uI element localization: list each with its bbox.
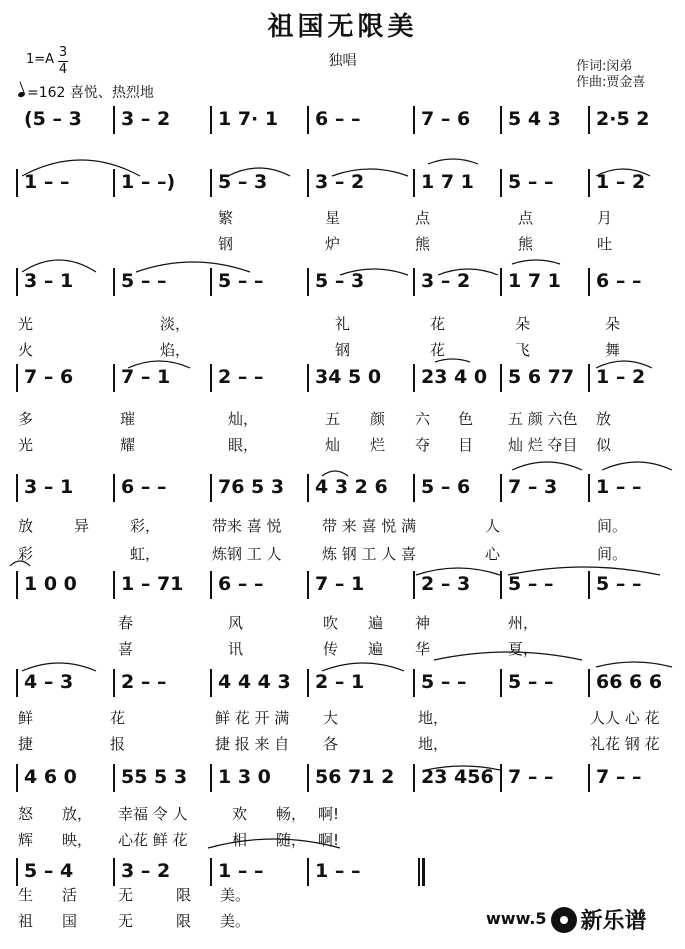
measure-notes: 5 – 3: [218, 171, 268, 193]
lyric-syllable: 色: [458, 410, 474, 428]
lyric-syllable: 啊!: [318, 805, 340, 823]
lyric-syllable: 神: [415, 614, 431, 632]
lyric-syllable: 春: [118, 614, 134, 632]
lyric-syllable: 六: [415, 410, 431, 428]
lyric-syllable: 灿: [325, 436, 341, 454]
measure-notes: 1 – 2: [596, 171, 646, 193]
lyric-syllable: 钢: [335, 341, 351, 359]
lyric-syllable: 点: [415, 209, 431, 227]
measure-notes: 5 – –: [508, 671, 554, 693]
record-disc-icon: [551, 907, 577, 933]
lyric-syllable: 花: [430, 315, 446, 333]
lyric-syllable: 五: [325, 410, 341, 428]
measure-notes: 5 6 77: [508, 366, 575, 388]
measure-notes: 1 – –: [315, 860, 361, 882]
lyric-syllable: 月: [597, 209, 613, 227]
lyric-syllable: 彩，: [130, 517, 161, 535]
lyric-syllable: 花: [430, 341, 446, 359]
slur-curve: [596, 361, 652, 368]
measure-notes: 3 – 1: [24, 270, 74, 292]
lyric-syllable: 彩: [18, 545, 34, 563]
measure-notes: 7 – 1: [315, 573, 365, 595]
measure-notes: 7 – 6: [421, 108, 471, 130]
lyric-syllable: 相: [232, 831, 248, 849]
lyric-syllable: 无: [118, 886, 134, 904]
measure-notes: 2 – –: [121, 671, 167, 693]
measure-notes: 7 – –: [508, 766, 554, 788]
lyric-syllable: 幸福 令 人: [118, 805, 188, 823]
slur-curve: [10, 561, 30, 566]
measure-notes: 1 – 2: [596, 366, 646, 388]
slur-curve: [602, 462, 672, 470]
lyric-syllable: 熊: [518, 235, 534, 253]
lyric-syllable: 国: [62, 912, 78, 930]
key-signature: 1=A: [26, 52, 55, 67]
lyric-syllable: 鲜 花 开 满: [215, 709, 290, 727]
song-subtitle: 独唱: [328, 53, 357, 69]
lyric-syllable: 光: [18, 315, 34, 333]
slur-curve: [332, 169, 408, 176]
lyric-syllable: 炼 钢 工 人 喜: [322, 545, 417, 563]
lyric-syllable: 欢: [232, 805, 248, 823]
lyric-syllable: 州，: [508, 614, 539, 632]
lyric-syllable: 夏，: [508, 640, 539, 658]
measure-notes: 2·5 2: [596, 108, 650, 130]
measure-notes: 56 71 2: [315, 766, 395, 788]
lyric-syllable: 淡，: [160, 315, 191, 333]
measure-notes: 6 – –: [121, 476, 167, 498]
slur-curve: [416, 568, 500, 575]
slur-curve: [128, 361, 190, 368]
slur-curve: [322, 663, 404, 671]
lyric-syllable: 随，: [276, 831, 307, 849]
measure-notes: 1 0 0: [24, 573, 77, 595]
measure-notes: 7 – 3: [508, 476, 558, 498]
lyric-syllable: 放: [596, 410, 612, 428]
lyric-syllable: 遍: [368, 640, 384, 658]
measure-notes: 3 – 2: [121, 108, 171, 130]
measure-notes: 1 7· 1: [218, 108, 279, 130]
lyric-syllable: 繁: [218, 209, 234, 227]
composer-credit: 作曲:贾金喜: [576, 75, 646, 90]
measure-notes: 66 6 6: [596, 671, 663, 693]
measure-notes: 76 5 3: [218, 476, 285, 498]
measure-notes: 34 5 0: [315, 366, 382, 388]
lyric-syllable: 异: [74, 517, 90, 535]
lyric-syllable: 传: [323, 640, 339, 658]
measure-notes: 7 – 1: [121, 366, 171, 388]
measure-notes: (5 – 3: [24, 108, 82, 130]
lyric-syllable: 报: [110, 735, 126, 753]
lyric-syllable: 捷: [18, 735, 34, 753]
lyricist-credit: 作词:闵弟: [576, 59, 633, 74]
measure-notes: 4 6 0: [24, 766, 77, 788]
measure-notes: 4 4 4 3: [218, 671, 291, 693]
lyric-syllable: 美。: [220, 886, 251, 904]
lyric-syllable: 吐: [597, 235, 613, 253]
lyric-syllable: 限: [176, 886, 192, 904]
lyric-syllable: 炼钢 工 人: [212, 545, 282, 563]
lyric-syllable: 灿 烂 夺目: [508, 436, 578, 454]
lyric-syllable: 似: [596, 436, 612, 454]
slur-curve: [435, 359, 470, 362]
lyric-syllable: 风: [228, 614, 244, 632]
measure-notes: 1 – –: [218, 860, 264, 882]
measure-notes: 5 – 3: [315, 270, 365, 292]
lyric-syllable: 生: [18, 886, 34, 904]
lyric-syllable: 遍: [368, 614, 384, 632]
lyric-syllable: 熊: [415, 235, 431, 253]
lyric-syllable: 放，: [62, 805, 93, 823]
slur-curve: [426, 766, 500, 770]
lyric-syllable: 朵: [605, 315, 621, 333]
lyric-syllable: 飞: [515, 341, 531, 359]
slur-curve: [22, 663, 96, 671]
lyric-syllable: 映，: [62, 831, 93, 849]
lyric-syllable: 限: [176, 912, 192, 930]
slur-curve: [208, 839, 340, 848]
slur-curve: [596, 169, 650, 176]
measure-notes: 1 7 1: [508, 270, 561, 292]
lyric-syllable: 畅，: [276, 805, 307, 823]
measure-notes: 23 4 0: [421, 366, 488, 388]
measure-notes: 2 – –: [218, 366, 264, 388]
lyric-syllable: 火: [18, 341, 34, 359]
lyric-syllable: 美。: [220, 912, 251, 930]
lyric-syllable: 讯: [228, 640, 244, 658]
measure-notes: 5 – 4: [24, 860, 74, 882]
lyric-syllable: 地，: [418, 735, 449, 753]
lyric-syllable: 璀: [120, 410, 136, 428]
lyric-syllable: 舞: [605, 341, 621, 359]
measure-notes: 5 – –: [508, 171, 554, 193]
lyric-syllable: 地，: [418, 709, 449, 727]
lyric-syllable: 间。: [597, 517, 628, 535]
lyric-syllable: 带来 喜 悦: [212, 517, 282, 535]
lyric-syllable: 五 颜 六色: [508, 410, 578, 428]
lyric-syllable: 颜: [370, 410, 386, 428]
measure-notes: 5 – –: [121, 270, 167, 292]
lyric-syllable: 辉: [18, 831, 34, 849]
slur-curve: [512, 260, 560, 264]
lyric-syllable: 鲜: [18, 709, 34, 727]
slur-curve: [136, 262, 250, 272]
lyric-syllable: 怒: [18, 805, 34, 823]
measure-notes: 1 – –: [596, 476, 642, 498]
lyric-syllable: 朵: [515, 315, 531, 333]
slur-curve: [340, 269, 408, 275]
lyric-syllable: 灿，: [228, 410, 259, 428]
slur-curve: [22, 160, 140, 176]
lyric-syllable: 祖: [18, 912, 34, 930]
measure-notes: 4 – 3: [24, 671, 74, 693]
measure-notes: 3 – 2: [315, 171, 365, 193]
slur-curve: [228, 168, 290, 176]
measure-notes: 4 3 2 6: [315, 476, 388, 498]
slur-curve: [512, 462, 582, 470]
lyric-syllable: 虹，: [130, 545, 161, 563]
lyric-syllable: 人人 心 花: [590, 709, 660, 727]
slur-curve: [22, 260, 96, 272]
song-title: 祖国无限美: [267, 12, 418, 42]
lyric-syllable: 心花 鲜 花: [118, 831, 188, 849]
lyric-syllable: 焰，: [160, 341, 191, 359]
lyric-syllable: 眼，: [228, 436, 259, 454]
lyric-syllable: 礼: [335, 315, 351, 333]
lyric-syllable: 点: [518, 209, 534, 227]
lyric-syllable: 人: [485, 517, 501, 535]
measure-notes: 3 – 2: [121, 860, 171, 882]
measure-notes: 5 – –: [596, 573, 642, 595]
measure-notes: 23 456: [421, 766, 494, 788]
measure-notes: 6 – –: [315, 108, 361, 130]
tempo-marking: =162 喜悦、热烈地: [18, 82, 154, 102]
lyric-syllable: 耀: [120, 436, 136, 454]
time-signature: 3 4: [58, 45, 68, 77]
measure-notes: 1 – –): [121, 171, 176, 193]
measure-notes: 1 – 71: [121, 573, 184, 595]
slur-curve: [322, 471, 348, 476]
lyric-syllable: 啊!: [318, 831, 340, 849]
measure-notes: 7 – 6: [24, 366, 74, 388]
measure-notes: 5 – –: [218, 270, 264, 292]
slur-curve: [508, 567, 660, 575]
lyric-syllable: 花: [110, 709, 126, 727]
lyric-syllable: 带 来 喜 悦 满: [322, 517, 417, 535]
slur-curve: [434, 652, 582, 660]
measure-notes: 1 3 0: [218, 766, 271, 788]
lyric-syllable: 华: [415, 640, 431, 658]
measure-notes: 5 4 3: [508, 108, 561, 130]
lyric-syllable: 喜: [118, 640, 134, 658]
lyric-syllable: 钢: [218, 235, 234, 253]
lyric-syllable: 间。: [597, 545, 628, 563]
lyric-syllable: 大: [323, 709, 339, 727]
measure-notes: 2 – 1: [315, 671, 365, 693]
lyric-syllable: 捷 报 来 自: [215, 735, 290, 753]
lyric-syllable: 炉: [325, 235, 341, 253]
lyric-syllable: 各: [323, 735, 339, 753]
measure-notes: 1 7 1: [421, 171, 474, 193]
slur-curve: [428, 159, 478, 164]
lyric-syllable: 目: [458, 436, 474, 454]
lyric-syllable: 放: [18, 517, 34, 535]
site-watermark: www.5 新乐谱: [486, 904, 647, 935]
measure-notes: 1 – –: [24, 171, 70, 193]
measure-notes: 7 – –: [596, 766, 642, 788]
lyric-syllable: 多: [18, 410, 34, 428]
lyric-syllable: 星: [325, 209, 341, 227]
slur-curve: [596, 662, 672, 667]
measure-notes: 55 5 3: [121, 766, 188, 788]
measure-notes: 5 – –: [421, 671, 467, 693]
lyric-syllable: 光: [18, 436, 34, 454]
measure-notes: 3 – 2: [421, 270, 471, 292]
lyric-syllable: 心: [485, 545, 501, 563]
lyric-syllable: 夺: [415, 436, 431, 454]
lyric-syllable: 烂: [370, 436, 386, 454]
slur-curve: [438, 269, 498, 275]
lyric-syllable: 无: [118, 912, 134, 930]
measure-notes: 6 – –: [218, 573, 264, 595]
measure-notes: 5 – 6: [421, 476, 471, 498]
measure-notes: 3 – 1: [24, 476, 74, 498]
lyric-syllable: 吹: [323, 614, 339, 632]
measure-notes: 2 – 3: [421, 573, 471, 595]
lyric-syllable: 活: [62, 886, 78, 904]
lyric-syllable: 礼花 钢 花: [590, 735, 660, 753]
measure-notes: 5 – –: [508, 573, 554, 595]
measure-notes: 6 – –: [596, 270, 642, 292]
